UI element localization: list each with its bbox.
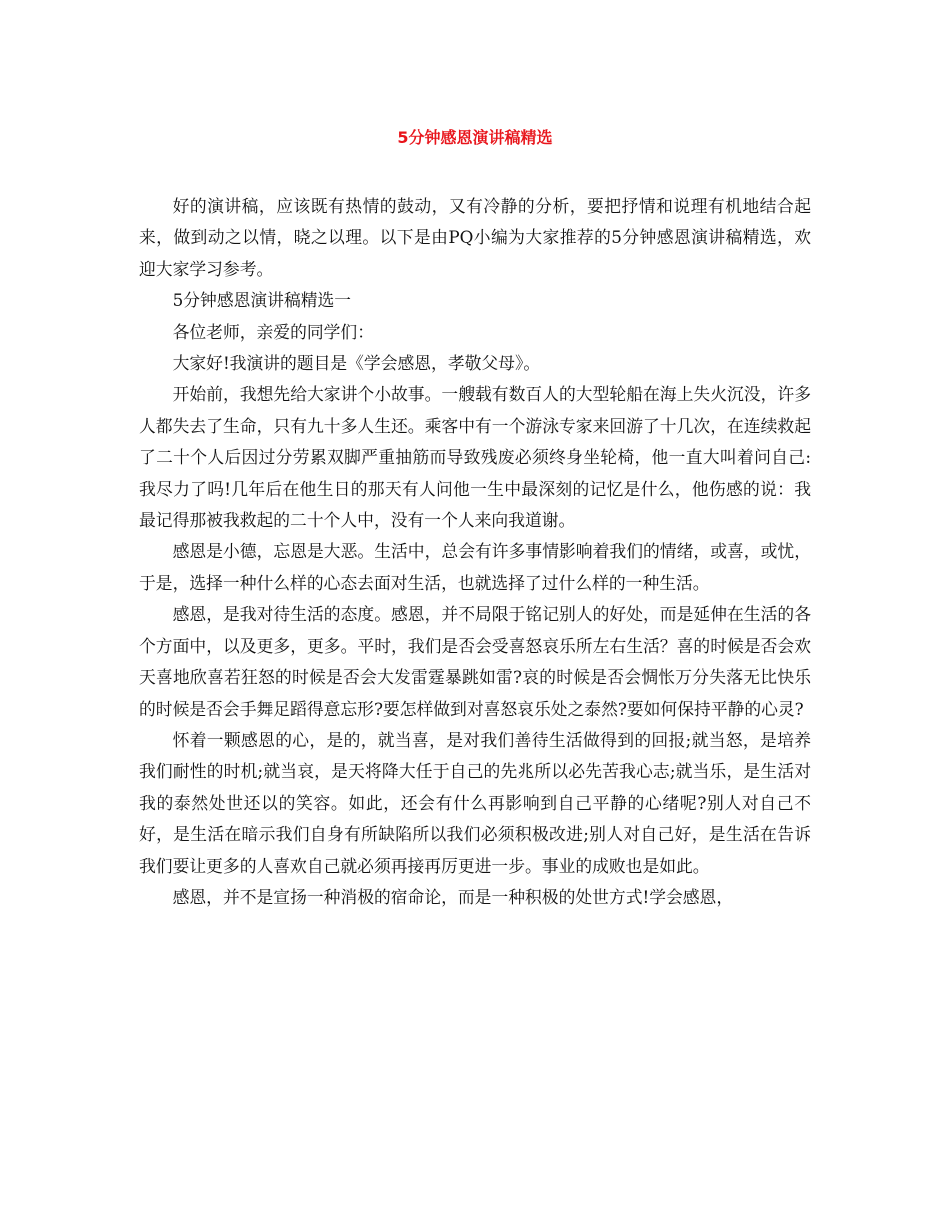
- document-title: 5分钟感恩演讲稿精选: [397, 128, 553, 147]
- paragraph-greeting: 大家好!我演讲的题目是《学会感恩，孝敬父母》。: [172, 353, 541, 374]
- paragraph-story: 开始前，我想先给大家讲个小故事。一艘载有数百人的大型轮船在海上失火沉没，许多人都失去了生命，只有九十多人生还。乘客中有一个游泳专家来回游了十几次，在连续救起了二十个人后因过分劳累双脚严重抽筋而导致残废必须终身坐轮椅，他一直大叫着问自己:我尽力了吗!几年后在他生日的那天有人问他一生中最深刻的记忆是什么，他伤感的说：我最记得那被我救起的二十个人中，没有一个人来向我道谢。: [139, 384, 811, 531]
- paragraph-attitude: 感恩，是我对待生活的态度。感恩，并不局限于铭记别人的好处，而是延伸在生活的各个方面中，以及更多，更多。平时，我们是否会受喜怒哀乐所左右生活？喜的时候是否会欢天喜地欣喜若狂怒的时候是否会大发雷霆暴跳如雷?哀的时候是否会惆怅万分失落无比快乐的时候是否会手舞足蹈得意忘形?要怎样做到对喜怒哀乐处之泰然?要如何保持平静的心灵?: [139, 604, 811, 719]
- paragraph-intro: 好的演讲稿，应该既有热情的鼓动，又有冷静的分析，要把抒情和说理有机地结合起来，做到动之以情，晓之以理。以下是由PQ小编为大家推荐的5分钟感恩演讲稿精选，欢迎大家学习参考。: [139, 196, 811, 279]
- paragraph-virtue: 感恩是小德，忘恩是大恶。生活中，总会有许多事情影响着我们的情绪，或喜，或忧，于是，选择一种什么样的心态去面对生活，也就选择了过什么样的一种生活。: [139, 541, 811, 593]
- paragraph-salutation: 各位老师，亲爱的同学们：: [172, 321, 374, 342]
- paragraph-section-heading: 5分钟感恩演讲稿精选一: [172, 290, 352, 311]
- paragraph-grateful-heart: 怀着一颗感恩的心，是的，就当喜，是对我们善待生活做得到的回报;就当怒，是培养我们耐性的时机;就当哀，是天将降大任于自己的先兆所以必先苦我心志;就当乐，是生活对我的泰然处世还以的笑容。如此，还会有什么再影响到自己平静的心绪呢?别人对自己不好，是生活在暗示我们自身有所缺陷所以我们必须积极改进;别人对自己好，是生活在告诉我们要让更多的人喜欢自己就必须再接再厉更进一步。事业的成败也是如此。: [139, 729, 811, 876]
- document-body: [139, 191, 811, 913]
- paragraph-conclusion: 感恩，并不是宣扬一种消极的宿命论，而是一种积极的处世方式!学会感恩，: [172, 886, 734, 907]
